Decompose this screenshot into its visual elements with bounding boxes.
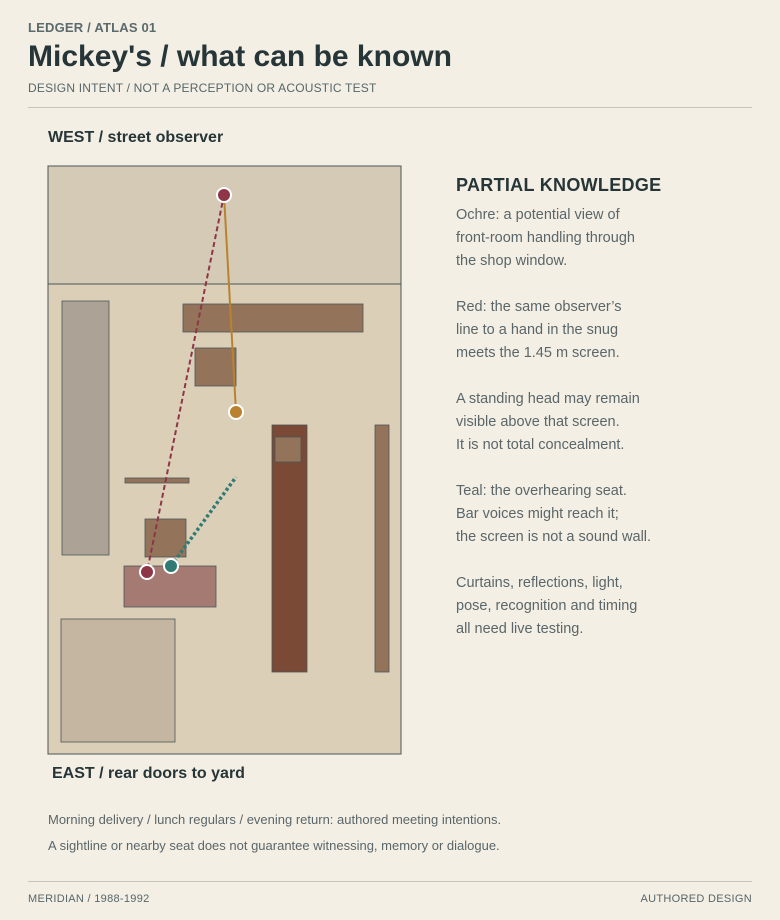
rear-storage: [61, 619, 175, 742]
footer-divider: [28, 881, 752, 882]
footer-credit: AUTHORED DESIGN: [640, 893, 752, 905]
note-live-testing: Curtains, reflections, light, pose, recognition and timing all need live testing.: [456, 575, 638, 637]
legend-title: PARTIAL KNOWLEDGE: [456, 175, 662, 195]
caveat-note: A sightline or nearby seat does not guarantee witnessing, memory or dialogue.: [48, 838, 500, 853]
bar-hatch: [275, 437, 301, 462]
east-label: EAST / rear doors to yard: [52, 765, 245, 782]
meetings-note: Morning delivery / lunch regulars / evening return: authored meeting intentions.: [48, 812, 502, 827]
atlas-eyebrow: LEDGER / ATLAS 01: [28, 20, 157, 35]
snug-hand-point: [140, 565, 154, 579]
street-observer-point: [217, 188, 231, 202]
front-room-handling-point: [229, 405, 243, 419]
front-room-box: [195, 348, 236, 386]
note-teal: Teal: the overhearing seat. Bar voices might reach it; the screen is not a sound wall.: [456, 483, 652, 545]
note-red: Red: the same observer’s line to a hand in the snug meets the 1.45 m screen.: [456, 299, 622, 361]
west-label: WEST / street observer: [48, 129, 224, 146]
overhearing-seat-point: [164, 559, 178, 573]
west-bench: [62, 301, 109, 555]
note-ochre: Ochre: a potential view of front-room handling through the shop window.: [456, 207, 635, 269]
note-standing-head: A standing head may remain visible above that screen. It is not total concealment.: [456, 391, 640, 453]
page-subtitle: DESIGN INTENT / NOT A PERCEPTION OR ACOUSTIC TEST: [28, 81, 377, 95]
footer-period: MERIDIAN / 1988-1992: [28, 893, 150, 905]
legend-notes: [456, 204, 756, 664]
snug-screen: [125, 478, 189, 483]
page-title: Mickey's / what can be known: [28, 40, 452, 73]
front-counter: [183, 304, 363, 332]
street-zone: [48, 166, 401, 284]
back-shelf: [375, 425, 389, 672]
